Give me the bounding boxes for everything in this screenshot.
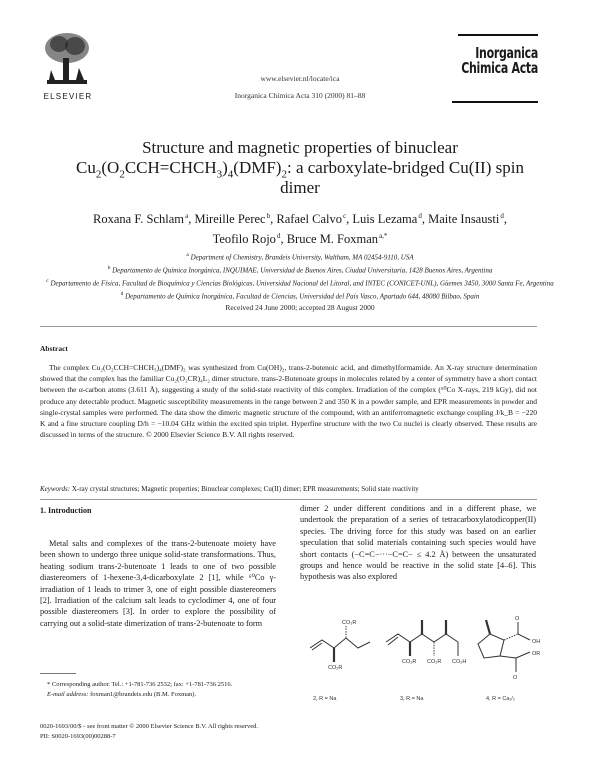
pii-line: PII: S0020-1693(00)00288-7 — [40, 733, 116, 740]
abstract-top-rule — [40, 326, 537, 327]
scheme-label-2: 2, R = Na — [313, 696, 337, 702]
author[interactable]: Mireille Perec — [194, 212, 266, 227]
article-title: Structure and magnetic properties of binuclear $Cu_2(O_2CCH=CHCH_3)_4(DMF)_2$: a carboxylate-bridged Cu(II) spin dimer — [40, 138, 560, 198]
email-link[interactable]: foxman1@brandeis.edu (B.M. Foxman). — [90, 690, 197, 698]
keywords — [40, 485, 537, 493]
received-dates: Received 24 June 2000; accepted 28 August 2000 — [225, 303, 375, 312]
title-formula-line: $Cu_2(O_2CCH=CHCH_3)_4(DMF)_2$: a carboxylate-bridged Cu(II) spin — [76, 158, 524, 181]
body-column-right: dimer 2 under different conditions and in a different phase, we undertook the preparation of a series of tetracarboxylatodicopper(II) species. The driving force for this study was based on an earlier speculation that solid materials containing such species would have short contacts (−C=C−···−C=C− ≤ 4.2 Å) between the unsaturated groups and hence would be reactive in the solid state [4–6]. This hypothesis was also explored — [300, 504, 536, 582]
svg-text:CO₂R: CO₂R — [402, 659, 417, 665]
footnote-rule — [40, 673, 76, 674]
author[interactable]: Rafael Calvo — [276, 212, 343, 227]
affiliation: $^a$ Department of Chemistry, Brandeis University, Waltham, MA 02454-9110, USA — [186, 252, 414, 262]
svg-text:OH: OH — [532, 639, 541, 645]
svg-text:O: O — [515, 616, 520, 622]
journal-header — [150, 70, 450, 104]
email-note: E-mail address: foxman1@brandeis.edu (B.M. Foxman). — [47, 690, 197, 698]
svg-text:CO₂H: CO₂H — [452, 659, 467, 665]
scheme-label-3: 3, R = Na — [400, 696, 424, 702]
scheme-label-4: 4, R = Ca₁/₂ — [486, 696, 515, 702]
elsevier-tree-icon — [41, 30, 93, 86]
author-list: Roxana F. Schlam $^a$, Mireille Perec $^b$, Rafael Calvo $^c$, Luis Lezama $^d$, Maite Insausti $^d$, Teofilo Rojo $^d$, Bruce M. Foxman $^{a,*}$ — [93, 212, 507, 247]
footnotes — [40, 680, 276, 699]
author[interactable]: Roxana F. Schlam — [93, 212, 185, 227]
author[interactable]: Luis Lezama — [352, 212, 418, 227]
journal-logo-top-rule — [458, 34, 538, 36]
abstract-heading: Abstract — [40, 344, 68, 353]
section-heading-introduction: 1. Introduction — [40, 506, 92, 515]
affiliation: $^c$ Departamento de Física, Facultad de Bioquímica y Ciencias Biológicas, Universidad Nacional del Litoral, and INTEC (CONICET-UNL), Güemes 3450, 3000 Santa Fe, Argentina — [46, 277, 554, 288]
corresponding-author-note: * Corresponding author. Tel.: +1-781-736 2532; fax: +1-781-736 2516. — [47, 681, 233, 688]
journal-logo — [452, 30, 538, 106]
affiliations — [30, 250, 570, 302]
svg-text:CO₂R: CO₂R — [328, 665, 343, 671]
keywords-label: Keywords: — [40, 485, 71, 493]
author[interactable]: Bruce M. Foxman — [286, 232, 379, 247]
abstract-bottom-rule — [40, 499, 537, 500]
elsevier-wordmark: ELSEVIER — [43, 92, 93, 101]
author[interactable]: Teofilo Rojo — [212, 232, 276, 247]
author[interactable]: Maite Insausti — [428, 212, 500, 227]
affiliation: $^d$ Departamento de Química Inorgánica, Facultad de Ciencias, Universidad del País Vasco, Apartado 644, 48080 Bilbao, Spain — [120, 290, 480, 301]
svg-text:OR: OR — [532, 651, 541, 657]
svg-text:CO₂R: CO₂R — [342, 620, 357, 626]
abstract-text: The complex Cu₂(O₂CCH=CHCH₃)₄(DMF)₂ was synthesized from Cu(OH)₂, trans-2-butenoic acid, and dimethylformamide. An X-ray structure determination showed that the complex has the familiar Cu₂(O₂CR)₄L₂ dimer structure. trans-2-Butenoate groups in molecules related by a center of symmetry have a short contact between the α-carbon atoms (3.611 Å), suggesting a study of the solid-state reactivity of this complex. Irradiation of the complex (⁶⁰Co X-rays, 219 kGy), did not produce any detectable product. Magnetic susceptibility measurements in the range between 2 and 350 K in a powder sample, and EPR measurements in powder and single-crystal samples were performed. The data show the dimeric magnetic structure of the compound, with an antiferromagnetic exchange coupling J/k_B = −220 K and a fine structure coupling D/h = −10.04 GHz within the excited spin triplet. Hyperfine structure with the two Cu nuclei is clearly observed. These results are discussed in terms of the structure. © 2000 Elsevier Science B.V. All rights reserved. — [40, 363, 537, 440]
affiliation: $^b$ Departamento de Química Inorgánica, INQUIMAE, Universidad de Buenos Aires, Ciudad Universitaria, 1428 Buenos Aires, Argentina — [107, 264, 493, 275]
issn-line: 0020-1693/00/$ - see front matter © 2000 Elsevier Science B.V. All rights reserved. — [40, 723, 259, 730]
chemical-structures-scheme — [310, 612, 550, 690]
journal-logo-title: Inorganica Chimica Acta — [461, 44, 538, 78]
page-footer — [40, 722, 340, 742]
journal-url[interactable]: www.elsevier.nl/locate/ica — [260, 74, 340, 83]
elsevier-logo — [38, 30, 98, 102]
svg-text:CO₂R: CO₂R — [427, 659, 442, 665]
journal-citation: Inorganica Chimica Acta 310 (2000) 81–88 — [234, 91, 366, 100]
body-column-left: Metal salts and complexes of the trans-2-butenoate moiety have been shown to undergo three unique solid-state transformations. Thus, heating sodium trans-2-butenoate 1 leads to one of two possible diastereomers of 1-hexene-3,4-dicarboxylate 2 [1], while ⁶⁰Co γ-irradiation of 1 leads to trimer 3, one of eight possible diastereomers [2]. Irradiation of the calcium salt leads to cyclodimer 4, one of four possible diastereomers [3]. In order to explore the possibility of carrying out a solid-state dimerization of trans-2-butenoate to form — [40, 539, 276, 628]
svg-text:O: O — [513, 675, 518, 681]
journal-logo-bottom-rule — [452, 101, 538, 103]
keywords-list: X-ray crystal structures; Magnetic properties; Binuclear complexes; Cu(II) dimer; EPR measurements; Solid state reactivity — [71, 485, 419, 493]
